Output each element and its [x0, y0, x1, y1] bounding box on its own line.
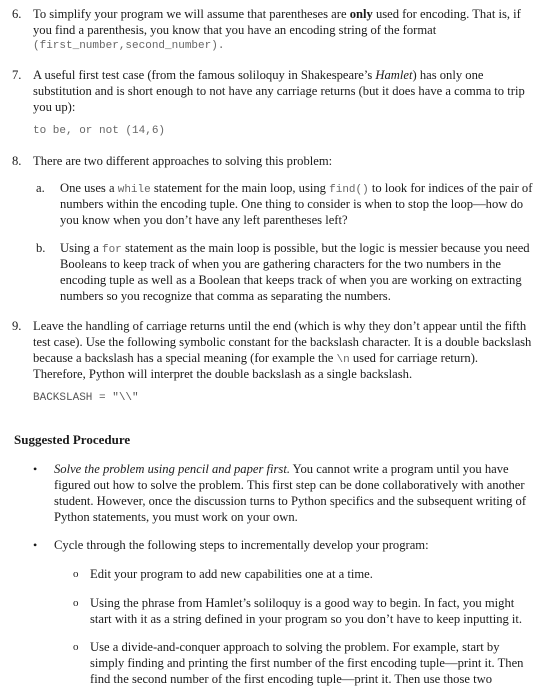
sub-item-b-line-1: Using a for statement as the main loop is possible, but the logic is messier because you need [60, 241, 530, 256]
sub-bullet-icon: o [73, 597, 79, 609]
item-9-line-1: Leave the handling of carriage returns until the end (which is why they don’t appear until the fifth [33, 319, 527, 333]
item-9-line-3: because a backslash has a special meaning (for example the \n used for carriage return). [33, 351, 479, 366]
sub-item-b-line-2: Booleans to keep track of when you are gathering characters for the two numbers in the [60, 257, 501, 271]
bullet-icon: • [33, 538, 38, 552]
sub-bullet-3-line-1: Use a divide-and-conquer approach to solving the problem. For example, start by [90, 640, 500, 654]
sub-bullet-2-line-1: Using the phrase from Hamlet’s soliloquy is a good way to begin. In fact, you might [90, 596, 515, 610]
sub-item-a-line-2: numbers within the encoding tuple. One thing to consider is when to stop the loop—how do [60, 197, 524, 211]
sub-item-a-label: a. [36, 181, 45, 195]
item-8-line-1: There are two different approaches to solving this problem: [33, 154, 333, 168]
item-7-line-3: you up): [33, 100, 76, 114]
item-6-line-2: you find a parenthesis, you know that you have an encoding string of the format [33, 23, 437, 37]
item-7-line-1: A useful first test case (from the famous soliloquy in Shakespeare’s Hamlet) has only one [33, 68, 484, 82]
item-9-line-2: test case). Use the following symbolic constant for the backslash character. It is a double backslash [33, 335, 532, 349]
bullet-icon: • [33, 462, 38, 476]
sub-item-b-line-3: encoding tuple as well as a Boolean that keeps track of when you are working on extracting [60, 273, 522, 287]
item-number: 7. [12, 68, 22, 82]
item-6-line-1: To simplify your program we will assume that parentheses are only used for encoding. That is, if [33, 7, 521, 21]
sub-bullet-icon: o [73, 568, 79, 580]
sub-bullet-icon: o [73, 641, 79, 653]
item-9-code: BACKSLASH = "\\" [33, 392, 139, 404]
item-9-line-4: Therefore, Python will interpret the double backslash as a single backslash. [33, 367, 413, 381]
item-number: 8. [12, 154, 22, 168]
item-7-code: to be, or not (14,6) [33, 125, 166, 137]
sub-item-a-line-3: you know when you don’t have any left parentheses left? [60, 213, 348, 227]
bullet-1-line-1: Solve the problem using pencil and paper first. You cannot write a program until you have [54, 462, 509, 476]
item-number: 6. [12, 7, 22, 21]
item-number: 9. [12, 319, 22, 333]
sub-item-a-line-1: One uses a while statement for the main loop, using find() to look for indices of the pair of [60, 181, 533, 196]
bullet-1-line-2: figured out how to solve the problem. This first step can be done collaboratively with another [54, 478, 525, 492]
section-heading: Suggested Procedure [14, 432, 131, 447]
bullet-1-line-3: student. However, once the discussion turns to Python specifics and the subsequent writing of [54, 494, 527, 508]
item-6-code: (first_number,second_number). [33, 40, 225, 52]
sub-bullet-1-line-1: Edit your program to add new capabilities one at a time. [90, 567, 373, 581]
sub-bullet-3-line-3: find the second number of the first encoding tuple—print it. Then use those two [90, 672, 492, 686]
sub-item-b-line-4: numbers so you recognize that comma as separating the numbers. [60, 289, 391, 303]
bullet-1-line-4: Python statements, you must work on your own. [54, 510, 298, 524]
sub-item-b-label: b. [36, 241, 46, 255]
sub-bullet-3-line-2: simply finding and printing the first number of the first encoding tuple—print it. Then [90, 656, 524, 670]
item-7-line-2: substitution and is short enough to not have any carriage returns (but it does have a comma to trip [33, 84, 525, 98]
bullet-2-line-1: Cycle through the following steps to incrementally develop your program: [54, 538, 429, 552]
sub-bullet-2-line-2: start with it as a string defined in your program so you don’t have to keep inputting it. [90, 612, 523, 626]
